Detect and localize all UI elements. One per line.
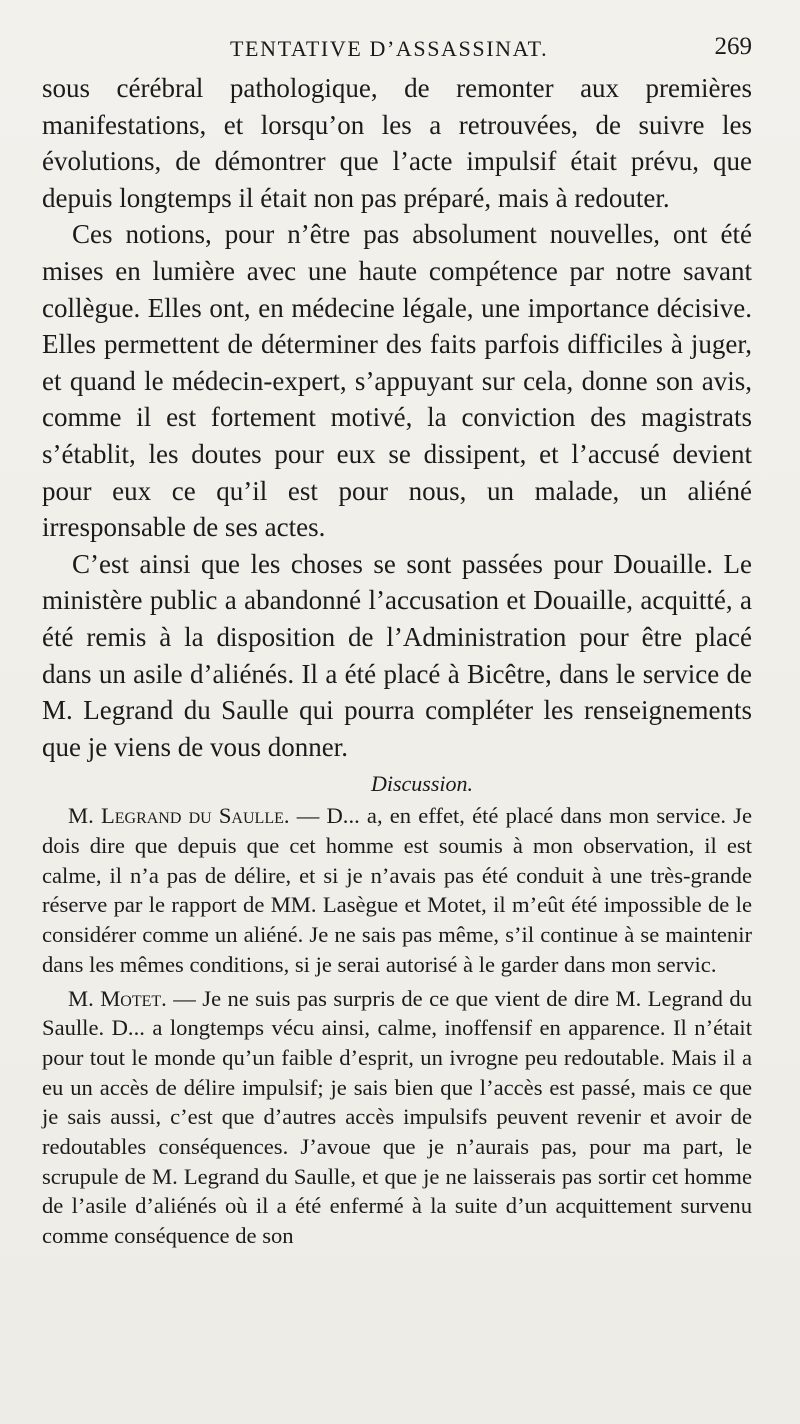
page-header: [42, 0, 752, 70]
page-number: 269: [714, 33, 752, 60]
discussion-entry-motet: [42, 984, 752, 1251]
discussion-heading: Discussion.: [370, 771, 474, 797]
paragraph-1: sous cérébral pathologique, de remonter aux premières manifestations, et lorsqu’on les a retrouvées, de suivre les évolutions, de démontrer que l’acte impulsif était prévu, que depuis longtemps il était non pas préparé, mais à redouter.: [42, 73, 752, 213]
main-text: [42, 70, 752, 765]
discussion-section: [42, 801, 752, 1251]
speaker-title: M.: [68, 803, 94, 829]
speaker-text: — Je ne suis pas surpris de ce que vient de dire M. Legrand du Saulle. D... a longtemps vécu ainsi, calme, inoffensif en apparence. Il n’était pour tout le monde qu’un faible d’esprit, un ivrogne peu redoutable. Mais il a eu un accès de délire impulsif; je sais bien que l’accès est passé, mais ce que je sais aussi, c’est que d’autres accès impulsifs peuvent revenir et avoir de redoutables conséquences. J’avoue que je n’aurais pas, pour ma part, le scrupule de M. Legrand du Saulle, et que je ne laisserais pas sortir cet homme de l’asile d’aliénés où il a été enfermé à la suite d’un acquittement survenu comme conséquence de son: [42, 985, 752, 1249]
speaker-text: — D... a, en effet, été placé dans mon service. Je dois dire que depuis que cet homme est soumis à mon observation, il est calme, il n’a pas de délire, et si je n’avais pas été conduit à une très-grande réserve par le rapport de MM. Lasègue et Motet, il m’eût été impossible de le considérer comme un aliéné. Je ne sais pas même, s’il continue à se maintenir dans les mêmes conditions, si je serai autorisé à le garder dans mon servic.: [42, 803, 752, 977]
discussion-entry-legrand: [42, 801, 752, 979]
paragraph-2: Ces notions, pour n’être pas absolument nouvelles, ont été mises en lumière avec une haute compétence par notre savant collègue. Elles ont, en médecine légale, une importance décisive. Elles permettent de déterminer des faits parfois difficiles à juger, et quand le médecin-expert, s’appuyant sur cela, donne son avis, comme il est fortement motivé, la conviction des magistrats s’établit, les doutes pour eux se dissipent, et l’accusé devient pour eux ce qu’il est pour nous, un malade, un aliéné irresponsable de ses actes.: [42, 219, 752, 543]
speaker-name: Motet.: [100, 985, 167, 1011]
paragraph-3: C’est ainsi que les choses se sont passées pour Douaille. Le ministère public a abandonné l’accusation et Douaille, acquitté, a été remis à la disposition de l’Administration pour être placé dans un asile d’aliénés. Il a été placé à Bicêtre, dans le service de M. Legrand du Saulle qui pourra compléter les renseignements que je viens de vous donner.: [42, 548, 752, 762]
running-title: TENTATIVE D’ASSASSINAT.: [230, 36, 549, 61]
speaker-title: M.: [68, 985, 94, 1011]
speaker-name: Legrand du Saulle.: [100, 803, 290, 829]
